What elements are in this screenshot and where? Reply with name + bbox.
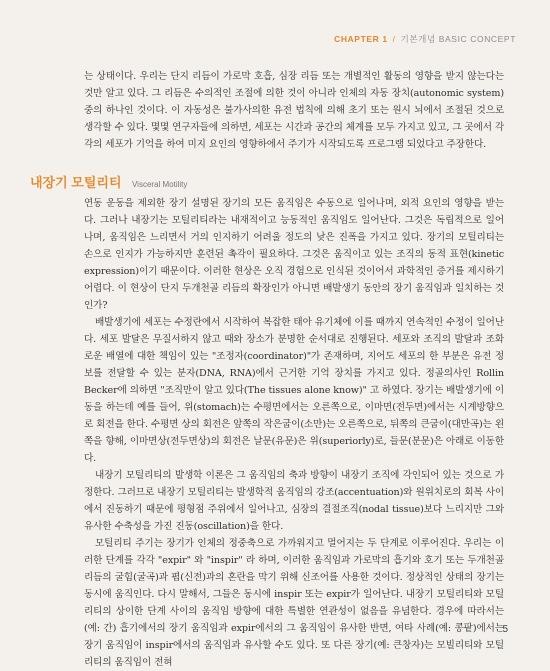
body-paragraph: 내장기 모틸리티의 발생학 이론은 그 움직임의 축과 방향이 내장기 조직에 각인되어 있는 것으로 가정한다. 그러므로 내장기 모틸리티는 발생학적 움직임의 강조(accentuation)와 원위치로의 회복 사이에서 진동하기 때문에 평형점 주위에서 일어나고, 심장의 결절조직(nodal tissue)보다 느리지만 그와 유사한 수축성을 가진 진동(oscillation)을 한다. <box>84 470 504 532</box>
section-title-en: Visceral Motility <box>131 180 188 189</box>
chapter-subtitle: 기본개념 BASIC CONCEPT <box>400 34 516 44</box>
intro-paragraph: 는 상태이다. 우리는 단지 리듬이 가로막 호흡, 심장 리듬 또는 개별적인 활동의 영향을 받지 않는다는 것만 알고 있다. 그 리듬은 수의적인 조절에 의한 것이 아니라 인체의 자동 장치(autonomic system) 중의 하나인 것이다. 이 자동성은 불가사의한 유전 법칙에 의해 초기 또는 원시 뇌에서 조절된 것으로 생각할 수 있다. 몇몇 연구자들에 의하면, 세포는 시간과 공간의 체계를 모두 가지고 있고, 그 곳에서 각각의 세포가 기억을 하여 미지 요인의 영향하에서 주기가 시작되도록 프로그램 되었다고 주장한다. <box>84 71 504 150</box>
section-title-ko: 내장기 모틸리티 <box>30 175 122 190</box>
body-paragraph: 모틸리티 주기는 장기가 인체의 정중축으로 가까워지고 멀어지는 두 단계로 이루어진다. 우리는 이러한 단계를 각각 "expir" 와 "inspir" 라 하며, 이러한 움직임과 가로막의 흡기와 호기 또는 두개천골 리듬의 굴힘(굴곡)과 폄(신전)과의 혼란을 막기 위해 신조어를 사용한 것이다. 정상적인 상태의 장기는 동시에 움직인다. 다시 말해서, 그들은 동시에 inspir 또는 expir가 일어난다. 내장기 모틸리티와 모틸리티의 상이한 단계 사이의 움직임 방향에 대한 특별한 연관성이 없음을 유념한다. 경우에 따라서는(예: 간) 흡기에서의 장기 움직임과 expir에서의 그 움직임이 유사한 반면, 여타 사례(예: 콩팥)에서는 장기 움직임이 inspir에서의 움직임과 유사할 수도 있다. 또 다른 장기(예: 큰창자)는 모빌리티와 모틸리티의 움직임이 전혀 <box>84 538 504 668</box>
intro-block <box>84 68 504 153</box>
section-heading <box>30 172 187 192</box>
running-header <box>334 33 516 45</box>
body-paragraph: 배발생기에 세포는 수정란에서 시작하여 복잡한 태아 유기체에 이를 때까지 연속적인 수정이 일어난다. 세포 발달은 무질서하지 않고 때와 장소가 분명한 순서대로 진행된다. 세포와 조직의 발달과 조화로운 배열에 대한 책임이 있는 "조정자(coordinator)"가 존재하며, 지어도 세포의 한 부분은 유전 정보를 전달할 수 있는 분자(DNA, RNA)에서 근거한 기억 장치를 가지고 있다. 정골의사인 Rollin Becker에 의하면 "조직만이 알고 있다(The tissues alone know)" 고 하였다. 장기는 배발생기에 이동을 하는데 예를 들어, 위(stomach)는 수평면에서는 오른쪽으로, 이마면(전두면)에서는 시계방향으로 회전을 한다. 수평면 상의 회전은 앞쪽의 작은굽이(소만)는 오른쪽으로, 뒤쪽의 큰굽이(대만곡)는 왼쪽을 향해, 이마면상(전두면상)의 회전은 날문(유문)은 위(superiorly)로, 들문(분문)은 아래로 이동한다. <box>84 317 504 464</box>
section-body <box>84 195 504 671</box>
body-paragraph: 연동 운동을 제외한 장기 설명된 장기의 모든 움직임은 수동으로 일어나며, 외적 요인의 영향을 받는다. 그러나 내장기는 모틸리티라는 내재적이고 능동적인 움직임도 일어난다. 그것은 독립적으로 일어나며, 움직임은 느리면서 거의 인지하기 어려울 정도의 낮은 진폭을 가지고 있다. 장기의 모틸리티는 손으로 인지가 가능하지만 훈련된 촉각이 필요하다. 그것은 움직이고 있는 조직의 동적 표현(kinetic expression)이기 때문이다. 이러한 현상은 오직 경험으로 인식된 것이어서 과학적인 증거를 제시하기 어렵다. 이 현상이 단지 두개천골 리듬의 확장인가 아니면 배발생기 동안의 장기 움직임과 일치하는 것인가? <box>84 198 504 311</box>
header-separator: / <box>392 34 396 44</box>
page-number: 5 <box>502 624 508 635</box>
chapter-label: CHAPTER 1 <box>334 34 388 44</box>
